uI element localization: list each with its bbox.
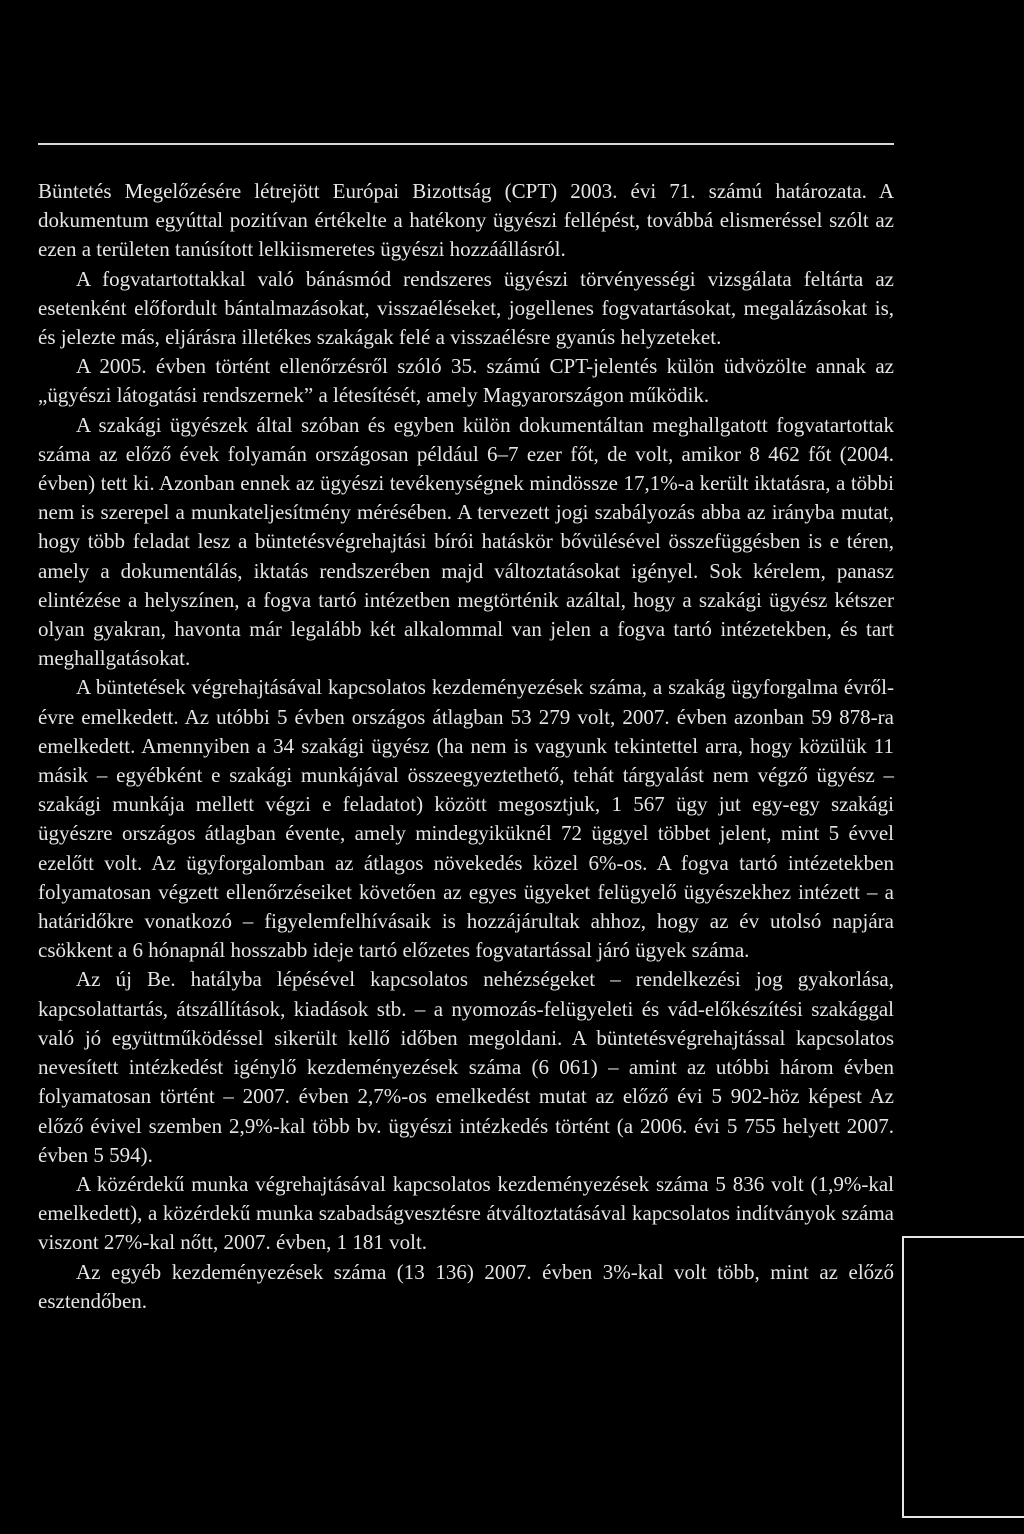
paragraph-1: Büntetés Megelőzésére létrejött Európai Bizottság (CPT) 2003. évi 71. számú határozata. A dokumentum egyúttal pozitívan értékelte a hatékony ügyészi fellépést, továbbá elismeréssel szólt az ezen a területen tanúsított lelkiismeretes ügyészi hozzáállásról. [38, 179, 894, 262]
paragraph-6: Az új Be. hatályba lépésével kapcsolatos nehézségeket – rendelkezési jog gyakorlása, kapcsolattartás, átszállítások, kiadások stb. – a nyomozás-felügyeleti és vád-előkészítési szakággal való jó együttműködéssel sikerült kellő időben megoldani. A büntetésvégrehajtással kapcsolatos nevesített intézkedést igénylő kezdeményezések száma (6 061) – amint az utóbbi három évben folyamatosan történt – 2007. évben 2,7%-os emelkedést mutat az előző évi 5 902-höz képest Az előző évivel szemben 2,9%-kal több bv. ügyészi intézkedés történt (a 2006. évi 5 755 helyett 2007. évben 5 594). [38, 967, 894, 1167]
paragraph-2: A fogvatartottakkal való bánásmód rendszeres ügyészi törvényességi vizsgálata feltárta az esetenként előfordult bántalmazásokat, visszaéléseket, jogellenes fogvatartásokat, megalázásokat is, és jelezte más, eljárásra illetékes szakágak felé a visszaélésre gyanús helyzeteket. [38, 266, 894, 350]
paragraph-4: A szakági ügyészek által szóban és egyben külön dokumentáltan meghallgatott fogvatartottak száma az előző évek folyamán országosan például 6–7 ezer főt, de volt, amikor 8 462 főt (2004. évben) tett ki. Azonban ennek az ügyészi tevékenységnek mindössze 17,1%-a került iktatásra, a többi nem is szerepel a munkateljesítmény mérésében. A tervezett jogi szabályozás abba az irányba mutat, hogy több feladat lesz a büntetésvégrehajtási bírói hatáskör bővülésével összefüggésben is e téren, amely a dokumentálás, iktatás rendszerében majd változtatásokat igényel. Sok kérelem, panasz elintézése a helyszínen, a fogva tartó intézetben megtörténik azáltal, hogy a szakági ügyész kétszer olyan gyakran, havonta már legalább két alkalommal van jelen a fogva tartó intézetekben, és tart meghallgatásokat. [38, 412, 894, 671]
paragraph-5: A büntetések végrehajtásával kapcsolatos kezdeményezések száma, a szakág ügyforgalma évről-évre emelkedett. Az utóbbi 5 évben országos átlagban 53 279 volt, 2007. évben azonban 59 878-ra emelkedett. Amennyiben a 34 szakági ügyész (ha nem is vagyunk tekintettel arra, hogy közülük 11 másik – egyébként e szakági munkájával összeegyeztethető, tehát tárgyalást nem végző ügyész – szakági munkája mellett végzi e feladatot) között megosztjuk, 1 567 ügy jut egy-egy szakági ügyészre országos átlagban évente, amely mindegyiküknél 72 üggyel többet jelent, mint 5 évvel ezelőtt volt. Az ügyforgalomban az átlagos növekedés közel 6%-os. A fogva tartó intézetekben folyamatosan végzett ellenőrzéseiket követően az egyes ügyeket felügyelő ügyészekhez intézett – a határidőkre vonatkozó – figyelemfelhívásaik is hozzájárultak ahhoz, hogy az év utolsó napjára csökkent a 6 hónapnál hosszabb ideje tartó előzetes fogvatartással járó ügyek száma. [38, 675, 894, 963]
margin-box [902, 1236, 1024, 1518]
paragraph-3: A 2005. évben történt ellenőrzésről szóló 35. számú CPT-jelentés külön üdvözölte annak az „ügyészi látogatási rendszernek” a létesítését, amely Magyarországon működik. [38, 354, 894, 408]
paragraph-8: Az egyéb kezdeményezések száma (13 136) 2007. évben 3%-kal volt több, mint az előző esztendőben. [38, 1259, 894, 1313]
document-body [38, 177, 894, 1316]
paragraph-7: A közérdekű munka végrehajtásával kapcsolatos kezdeményezések száma 5 836 volt (1,9%-kal emelkedett), a közérdekű munka szabadságvesztésre átváltoztatásával kapcsolatos indítványok száma viszont 27%-kal nőtt, 2007. évben, 1 181 volt. [38, 1171, 894, 1255]
header-rule [38, 143, 894, 145]
